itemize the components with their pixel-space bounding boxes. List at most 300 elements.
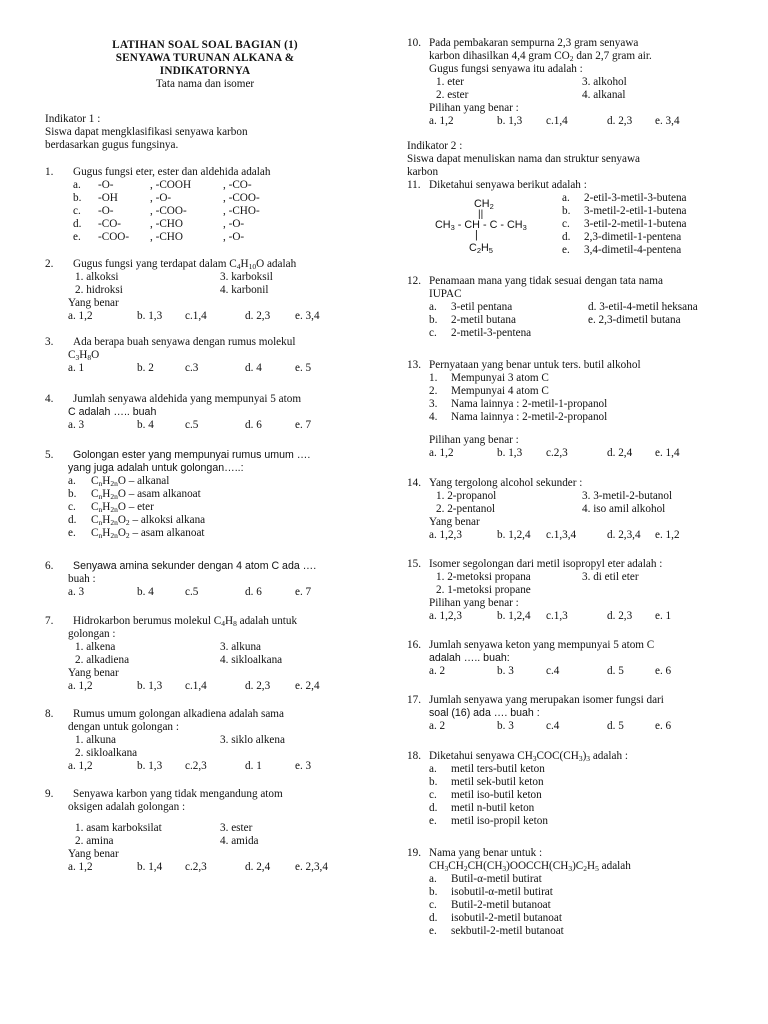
option-part: -O- — [98, 205, 114, 217]
header-topic: Tata nama dan isomer — [155, 78, 255, 90]
option-row — [562, 205, 752, 218]
option-row — [407, 372, 747, 385]
question-text: Senyawa karbon yang tidak mengandung atom — [73, 788, 283, 800]
option: 3. karboksil — [220, 271, 273, 283]
question-number: 12. — [407, 275, 421, 287]
answer-choices — [45, 680, 375, 693]
option: 4. sikloalkana — [220, 654, 283, 666]
option-part: , -O- — [223, 218, 245, 230]
question-text: Nama yang benar untuk : — [429, 847, 543, 859]
option: 2. 2-pentanol — [436, 503, 496, 515]
question-number: 3. — [45, 336, 54, 348]
option: 4. iso amil alkohol — [582, 503, 666, 515]
question-17 — [407, 694, 747, 733]
answer-prompt: Yang benar — [68, 667, 119, 679]
answer-choices — [45, 861, 375, 874]
question-text: Gugus fungsi senyawa itu adalah : — [429, 63, 583, 75]
question-10 — [407, 37, 747, 128]
answer-choice: c.3 — [185, 362, 199, 374]
option-letter: c. — [73, 205, 81, 217]
option-text: isobutil-α-metil butirat — [451, 886, 553, 898]
option-text: metil ters-butil keton — [451, 763, 545, 775]
question-text: adalah ….. buah: — [429, 652, 510, 664]
indicator-title: Indikator 1 : — [45, 113, 101, 125]
option-text: Mempunyai 3 atom C — [451, 372, 549, 384]
option-letter: c. — [429, 789, 437, 801]
option-part: -OH — [98, 192, 118, 204]
answer-choice: e. 3,4 — [295, 310, 320, 322]
option-formula: $C_nH_{2n}O$ – asam alkanoat — [91, 488, 201, 501]
answer-choices — [407, 115, 747, 128]
question-2 — [45, 258, 375, 323]
answer-choice: e. 7 — [295, 586, 312, 598]
chem-group: $C_2H_5$ — [469, 242, 493, 255]
option-letter: 4. — [429, 411, 438, 423]
answer-choice: b. 1,3 — [497, 447, 523, 459]
question-12: 12. Penamaan mana yang tidak sesuai dengan tata nama IUPAC a. 3-etil pentana d. 3-etil-4-metil heksana b. 2-metil butana e. 2,3-dimetil butana c. 2-metil-3-pentena — [407, 275, 747, 340]
question-11 — [407, 179, 747, 269]
option-row — [562, 192, 752, 205]
question-9 — [45, 788, 375, 874]
option-letter: c. — [68, 501, 76, 513]
question-number: 8. — [45, 708, 54, 720]
question-number: 7. — [45, 615, 54, 627]
question-number: 5. — [45, 449, 54, 461]
option-text: 3-metil-2-etil-1-butena — [584, 205, 687, 217]
answer-choice: e. 1,2 — [655, 529, 680, 541]
question-text: Yang tergolong alcohol sekunder : — [429, 477, 583, 489]
answer-choice: b. 3 — [497, 665, 514, 677]
option-text: Butil-α-metil butirat — [451, 873, 542, 885]
option-letter: b. — [68, 488, 77, 500]
question-text: Pada pembakaran sempurna 2,3 gram senyawa — [429, 37, 639, 49]
question-text: Isomer segolongan dari metil isopropyl eter adalah : — [429, 558, 663, 570]
answer-choice: a. 1,2 — [68, 680, 93, 692]
answer-choices — [45, 310, 375, 323]
option-letter: 1. — [429, 372, 438, 384]
option: 2. alkadiena — [75, 654, 130, 666]
option-letter: c. — [429, 899, 437, 911]
option: 4. amida — [220, 835, 259, 847]
question-text: oksigen adalah golongan : — [68, 801, 186, 813]
answer-choice: c.2,3 — [185, 861, 207, 873]
option-text: 3-etil-2-metil-1-butena — [584, 218, 687, 230]
option-letter: 3. — [429, 398, 438, 410]
option-part: -CO- — [98, 218, 121, 230]
answer-choice: e. 3,4 — [655, 115, 680, 127]
option-letter: a. — [68, 475, 76, 487]
option-letter: b. — [429, 886, 438, 898]
option-letter: a. — [429, 763, 437, 775]
answer-choices — [407, 720, 747, 733]
answer-choice: e. 5 — [295, 362, 312, 374]
answer-choice: d. 2,4 — [245, 861, 271, 873]
option-formula: $C_nH_{2n}O$ – alkanal — [91, 475, 170, 488]
answer-choice: d. 1 — [245, 760, 262, 772]
answer-choice: e. 7 — [295, 419, 312, 431]
question-text: Golongan ester yang mempunyai rumus umum …. — [73, 449, 311, 461]
option-letter: e. — [68, 527, 76, 539]
answer-choice: d. 5 — [607, 665, 624, 677]
option: 2. ester — [436, 89, 469, 101]
option-row — [407, 886, 747, 899]
option: 2. hidroksi — [75, 284, 123, 296]
option-letter: e. — [562, 244, 570, 256]
question-text: karbon dihasilkan 4,4 gram $CO_2$ dan 2,7 gram air. — [429, 50, 652, 63]
option-row — [562, 244, 752, 257]
answer-choices — [407, 529, 747, 542]
answer-choice: a. 2 — [429, 665, 446, 677]
question-14 — [407, 477, 747, 542]
answer-choice: b. 1,3 — [497, 115, 523, 127]
answer-choice: a. 1,2 — [68, 760, 93, 772]
answer-choice: c.5 — [185, 419, 199, 431]
answer-choice: d. 2,3 — [607, 115, 633, 127]
option: 1. 2-metoksi propana — [436, 571, 531, 583]
answer-prompt: Yang benar — [429, 516, 480, 528]
option-part: , -O- — [223, 231, 245, 243]
answer-choice: e. 6 — [655, 720, 672, 732]
indicator-2 — [407, 140, 747, 179]
answer-choice: c.2,3 — [185, 760, 207, 772]
question-3 — [45, 336, 375, 375]
option-text: 2,3-dimetil-1-pentena — [584, 231, 682, 243]
question-number: 15. — [407, 558, 421, 570]
answer-choice: d. 2,4 — [607, 447, 633, 459]
answer-choice: a. 1,2 — [68, 861, 93, 873]
answer-choice: a. 1,2,3 — [429, 529, 462, 541]
answer-choice: e. 1 — [655, 610, 672, 622]
answer-prompt: Pilihan yang benar : — [429, 102, 519, 114]
question-text: Rumus umum golongan alkadiena adalah sama — [73, 708, 284, 720]
question-1 — [45, 166, 375, 244]
option-text: 2-etil-3-metil-3-butena — [584, 192, 687, 204]
question-text: Ada berapa buah senyawa dengan rumus molekul — [73, 336, 296, 348]
option-part: , -CO- — [223, 179, 252, 191]
answer-choice: c.5 — [185, 586, 199, 598]
answer-choice: b. 1,3 — [137, 680, 163, 692]
option-letter: c. — [562, 218, 570, 230]
option: 1. eter — [436, 76, 464, 88]
answer-choice: e. 3 — [295, 760, 312, 772]
question-13 — [407, 359, 747, 460]
option-row — [407, 411, 747, 424]
option-letter: e. — [429, 815, 437, 827]
question-text: yang juga adalah untuk golongan…..: — [68, 462, 244, 474]
question-number: 6. — [45, 560, 54, 572]
answer-choice: b. 3 — [497, 720, 514, 732]
option-row — [407, 802, 747, 815]
answer-choice: e. 2,3,4 — [295, 861, 328, 873]
answer-prompt: Pilihan yang benar : — [429, 434, 519, 446]
option-part: , -CHO- — [223, 205, 260, 217]
question-19 — [407, 847, 747, 938]
answer-choice: c.1,4 — [185, 310, 207, 322]
question-8 — [45, 708, 375, 773]
question-text: Senyawa amina sekunder dengan 4 atom C ada …. — [73, 560, 317, 572]
option-letter: d. — [73, 218, 82, 230]
question-text: buah : — [68, 573, 96, 585]
option: 2. sikloalkana — [75, 747, 138, 759]
option-part: , -COOH — [150, 179, 192, 191]
question-number: 18. — [407, 750, 421, 762]
option-row — [45, 192, 375, 205]
option-row — [45, 527, 375, 540]
option-text: metil n-butil keton — [451, 802, 535, 814]
option-row — [45, 218, 375, 231]
indicator-text: karbon — [407, 166, 439, 178]
question-text: Hidrokarbon berumus molekul $C_4H_8$ adalah untuk — [73, 615, 298, 628]
option-part: -O- — [98, 179, 114, 191]
answer-choice: d. 4 — [245, 362, 262, 374]
option: 3. alkuna — [220, 641, 262, 653]
answer-choice: c.1,3,4 — [546, 529, 577, 541]
question-number: 19. — [407, 847, 421, 859]
option-row — [562, 231, 752, 244]
answer-choice: d. 2,3,4 — [607, 529, 641, 541]
option-letter: a. — [73, 179, 81, 191]
indicator-text: Siswa dapat menuliskan nama dan struktur senyawa — [407, 153, 641, 165]
question-text: Penamaan mana yang tidak sesuai dengan tata nama — [429, 275, 663, 287]
answer-choice: c.2,3 — [546, 447, 568, 459]
question-5 — [45, 449, 375, 540]
option-letter: d. — [68, 514, 77, 526]
option-letter: b. — [73, 192, 82, 204]
option: 3. 3-metil-2-butanol — [582, 490, 673, 502]
indicator-text: Siswa dapat mengklasifikasi senyawa karbon — [45, 126, 248, 138]
option-row — [407, 873, 747, 886]
option-letter: e. — [429, 925, 437, 937]
option-formula: $C_nH_{2n}O_2$ – asam alkanoat — [91, 527, 205, 540]
question-7 — [45, 615, 375, 693]
answer-choices — [407, 610, 747, 623]
answer-choice: b. 2 — [137, 362, 154, 374]
question-text: IUPAC — [429, 288, 462, 300]
question-number: 1. — [45, 166, 54, 178]
answer-choice: b. 1,2,4 — [497, 529, 531, 541]
question-number: 10. — [407, 37, 421, 49]
answer-choice: b. 1,4 — [137, 861, 163, 873]
option: 3-etil pentana — [451, 301, 513, 313]
option-row — [407, 385, 747, 398]
answer-choice: a. 1,2,3 — [429, 610, 462, 622]
option-letter: a. — [429, 873, 437, 885]
option-part: , -COO- — [223, 192, 260, 204]
option-row — [562, 218, 752, 231]
question-6 — [45, 560, 375, 599]
option-row — [45, 231, 375, 244]
header-subtitle-2: INDIKATORNYA — [159, 65, 251, 77]
question-number: 11. — [407, 179, 421, 191]
option: 1. alkena — [75, 641, 116, 653]
option-row — [407, 899, 747, 912]
question-text: Jumlah senyawa yang merupakan isomer fungsi dari — [429, 694, 664, 706]
option-letter: e. — [73, 231, 81, 243]
option-text: metil iso-butil keton — [451, 789, 542, 801]
option-row — [407, 776, 747, 789]
option: 4. alkanal — [582, 89, 626, 101]
question-number: 4. — [45, 393, 54, 405]
question-text: soal (16) ada …. buah : — [429, 707, 540, 719]
option-row — [45, 205, 375, 218]
option: 3. alkohol — [582, 76, 627, 88]
option-part: , -CHO — [150, 218, 183, 230]
header-subtitle: SENYAWA TURUNAN ALKANA & — [115, 52, 295, 64]
answer-choices — [45, 419, 375, 432]
answer-choice: e. 1,4 — [655, 447, 680, 459]
question-text: Gugus fungsi yang terdapat dalam $C_4H_{10}O$ adalah — [73, 258, 297, 271]
option-row — [407, 398, 747, 411]
option-letter: b. — [429, 776, 438, 788]
answer-choices — [407, 665, 747, 678]
question-text: C adalah ….. buah — [68, 406, 157, 418]
answer-choice: b. 1,3 — [137, 760, 163, 772]
option: 2. amina — [75, 835, 114, 847]
answer-choice: c.1,4 — [185, 680, 207, 692]
answer-choices — [407, 447, 747, 460]
option: e. 2,3-dimetil butana — [588, 314, 681, 326]
answer-choice: e. 6 — [655, 665, 672, 677]
option-letter: d. — [429, 802, 438, 814]
option: 1. asam karboksilat — [75, 822, 162, 834]
option-row — [407, 925, 747, 938]
answer-choice: b. 1,3 — [137, 310, 163, 322]
option-letter: a. — [562, 192, 570, 204]
option-part: -COO- — [98, 231, 130, 243]
answer-choice: c.1,3 — [546, 610, 568, 622]
answer-choice: b. 4 — [137, 586, 154, 598]
question-number: 9. — [45, 788, 54, 800]
option-text: metil iso-propil keton — [451, 815, 548, 827]
answer-choice: d. 5 — [607, 720, 624, 732]
option-row — [407, 763, 747, 776]
indicator-text: berdasarkan gugus fungsinya. — [45, 139, 179, 151]
answer-prompt: Yang benar — [68, 297, 119, 309]
answer-choice: c.4 — [546, 665, 560, 677]
question-4 — [45, 393, 375, 432]
question-number: 13. — [407, 359, 421, 371]
question-16 — [407, 639, 747, 678]
option: 3. ester — [220, 822, 253, 834]
answer-choice: c.1,4 — [546, 115, 568, 127]
answer-choice: e. 2,4 — [295, 680, 320, 692]
option-letter: b. — [562, 205, 571, 217]
indicator-1 — [45, 113, 375, 152]
header-title: LATIHAN SOAL SOAL BAGIAN (1) — [112, 39, 298, 51]
question-text: golongan : — [68, 628, 116, 640]
answer-choice: b. 4 — [137, 419, 154, 431]
option: d. 3-etil-4-metil heksana — [588, 301, 698, 313]
single-bond: | — [475, 229, 478, 241]
answer-choice: a. 2 — [429, 720, 446, 732]
option: 3. di etil eter — [582, 571, 639, 583]
formula: $CH_3CH_2CH(CH_3)OOCCH(CH_3)C_2H_5$ adalah — [429, 860, 631, 873]
option: 3. siklo alkena — [220, 734, 285, 746]
option-letter: d. — [429, 912, 438, 924]
option-part: , -CHO — [150, 231, 183, 243]
option-row — [45, 488, 375, 501]
question-number: 17. — [407, 694, 421, 706]
answer-choices — [45, 362, 375, 375]
option-part: , -O- — [150, 192, 172, 204]
answer-choice: d. 2,3 — [245, 310, 271, 322]
option-text: 3,4-dimetil-4-pentena — [584, 244, 682, 256]
option-row — [45, 501, 375, 514]
option: 2. 1-metoksi propane — [436, 584, 531, 596]
answer-prompt: Pilihan yang benar : — [429, 597, 519, 609]
option: 4. karbonil — [220, 284, 269, 296]
option-letter: 2. — [429, 385, 438, 397]
answer-choice: c.4 — [546, 720, 560, 732]
option-text: isobutil-2-metil butanoat — [451, 912, 562, 924]
option: 1. 2-propanol — [436, 490, 497, 502]
answer-choice: d. 2,3 — [245, 680, 271, 692]
question-text: Gugus fungsi eter, ester dan aldehida adalah — [73, 166, 271, 178]
answer-choices — [45, 760, 375, 773]
answer-choice: d. 6 — [245, 419, 262, 431]
option: 1. alkuna — [75, 734, 117, 746]
question-text: Jumlah senyawa keton yang mempunyai 5 atom C — [429, 639, 655, 651]
answer-choice: a. 3 — [68, 419, 85, 431]
option-row — [45, 179, 375, 192]
double-bond: || — [478, 209, 484, 220]
question-text: Jumlah senyawa aldehida yang mempunyai 5 atom — [73, 393, 302, 405]
answer-choice: a. 1 — [68, 362, 85, 374]
option-text: Mempunyai 4 atom C — [451, 385, 549, 397]
answer-choice: a. 1,2 — [429, 447, 454, 459]
question-text: Diketahui senyawa $CH_3COC(CH_3)_3$ adalah : — [429, 750, 628, 763]
option-row — [407, 912, 747, 925]
option-text: Nama lainnya : 2-metil-2-propanol — [451, 411, 608, 423]
answer-choice: d. 6 — [245, 586, 262, 598]
option: 1. alkoksi — [75, 271, 119, 283]
option-row — [45, 514, 375, 527]
option-text: metil sek-butil keton — [451, 776, 544, 788]
question-text: Pernyataan yang benar untuk ters. butil alkohol — [429, 359, 641, 371]
option-part: , -COO- — [150, 205, 187, 217]
answer-choice: a. 1,2 — [429, 115, 454, 127]
question-number: 2. — [45, 258, 54, 270]
worksheet-header — [40, 39, 370, 91]
option-letter: d. — [562, 231, 571, 243]
question-18 — [407, 750, 747, 828]
chem-group: $CH_2$ — [474, 198, 494, 211]
option: 2-metil butana — [451, 314, 516, 326]
option-row — [45, 475, 375, 488]
option-row — [407, 815, 747, 828]
option-text: Nama lainnya : 2-metil-1-propanol — [451, 398, 608, 410]
option: 2-metil-3-pentena — [451, 327, 532, 339]
question-number: 16. — [407, 639, 421, 651]
answer-choice: a. 3 — [68, 586, 85, 598]
question-number: 14. — [407, 477, 421, 489]
question-15 — [407, 558, 747, 623]
chem-main-chain: $CH_3$ - CH - C - $CH_3$ — [435, 219, 527, 232]
question-text: Diketahui senyawa berikut adalah : — [429, 179, 587, 191]
answer-choice: a. 1,2 — [68, 310, 93, 322]
option-text: Butil-2-metil butanoat — [451, 899, 551, 911]
answer-choice: d. 2,3 — [607, 610, 633, 622]
answer-choice: b. 1,2,4 — [497, 610, 531, 622]
indicator-title: Indikator 2 : — [407, 140, 463, 152]
option-formula: $C_nH_{2n}O$ – eter — [91, 501, 154, 514]
option-text: sekbutil-2-metil butanoat — [451, 925, 564, 937]
formula: $C_3H_8O$ — [68, 349, 100, 362]
answer-choices — [45, 586, 375, 599]
option-row — [407, 789, 747, 802]
option-formula: $C_nH_{2n}O_2$ – alkoksi alkana — [91, 514, 206, 527]
answer-prompt: Yang benar — [68, 848, 119, 860]
